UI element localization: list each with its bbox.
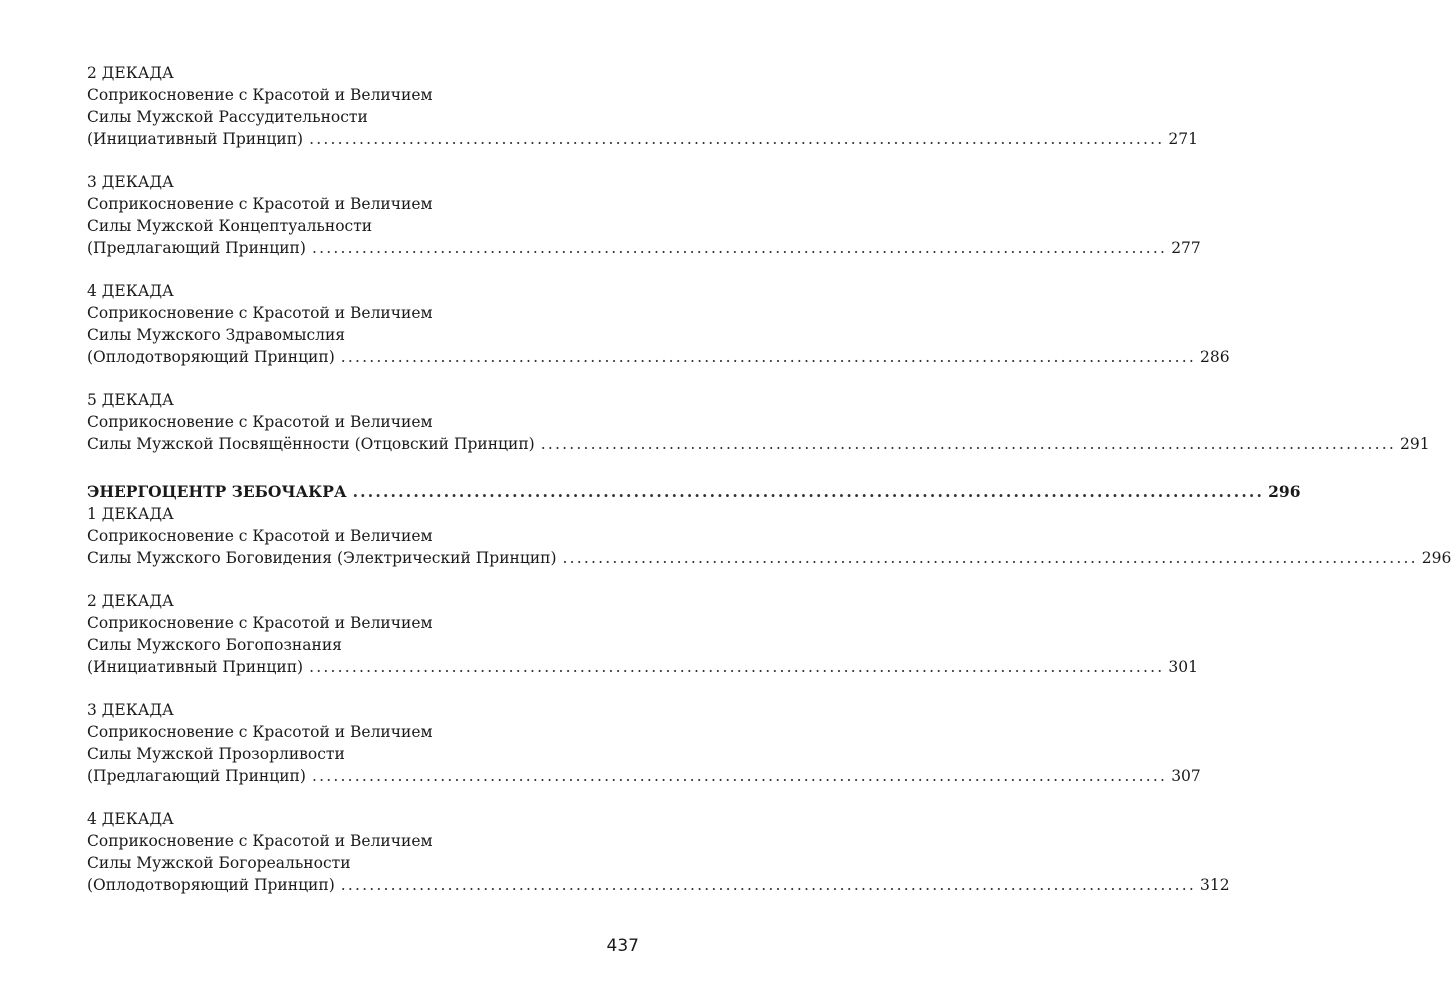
entry-leader-line[interactable]: [87, 128, 1198, 150]
entry-line: Соприкосновение с Красотой и Величием: [87, 86, 433, 104]
table-of-contents: [87, 62, 1451, 917]
decade-label: 4 ДЕКАДА: [87, 282, 174, 300]
entry-leader-line[interactable]: [87, 346, 1230, 368]
toc-entry: [87, 171, 1201, 259]
toc-entry: [87, 808, 1230, 896]
page-ref: 277: [1171, 239, 1201, 257]
entry-line: (Оплодотворяющий Принцип): [87, 348, 335, 366]
entry-leader-line[interactable]: [87, 765, 1201, 787]
entry-line: Силы Мужской Прозорливости: [87, 745, 345, 763]
page-ref: 271: [1168, 130, 1198, 148]
section-title: ЭНЕРГОЦЕНТР ЗЕБОЧАКРА: [87, 482, 347, 501]
entry-line: (Инициативный Принцип): [87, 130, 304, 148]
entry-leader-line[interactable]: [87, 874, 1230, 896]
entry-leader-line[interactable]: [87, 237, 1201, 259]
entry-line: (Предлагающий Принцип): [87, 239, 306, 257]
dot-leader: ........................................................................................................................: [309, 658, 1165, 676]
dot-leader: ........................................................................................................................: [340, 348, 1196, 366]
page-ref: 307: [1171, 767, 1201, 785]
page-ref: 291: [1399, 435, 1430, 453]
decade-label: 3 ДЕКАДА: [87, 701, 174, 719]
entry-line: Соприкосновение с Красотой и Величием: [87, 832, 433, 850]
entry-line: Силы Мужского Боговидения (Электрический Принцип): [87, 549, 557, 567]
dot-leader: ........................................................................................................................: [562, 549, 1418, 567]
entry-line: Силы Мужской Богореальности: [87, 854, 351, 872]
entry-line: Силы Мужской Рассудительности: [87, 108, 368, 126]
toc-entry: [87, 699, 1201, 787]
entry-line: Соприкосновение с Красотой и Величием: [87, 527, 433, 545]
toc-entry: [87, 503, 1451, 569]
toc-entry: [87, 62, 1198, 150]
dot-leader: ........................................................................................................................: [311, 239, 1168, 257]
entry-line: Соприкосновение с Красотой и Величием: [87, 195, 433, 213]
entry-line: Соприкосновение с Красотой и Величием: [87, 413, 433, 431]
entry-line: (Инициативный Принцип): [87, 658, 304, 676]
page-ref: 301: [1168, 658, 1198, 676]
page-ref: 296: [1421, 549, 1451, 567]
dot-leader: ........................................................................................................................: [352, 482, 1265, 501]
decade-label: 5 ДЕКАДА: [87, 391, 174, 409]
entry-line: Силы Мужской Концептуальности: [87, 217, 373, 235]
dot-leader: ........................................................................................................................: [311, 767, 1168, 785]
toc-entry: [87, 389, 1430, 455]
page-ref: 296: [1268, 482, 1301, 501]
entry-line: Силы Мужского Здравомыслия: [87, 326, 346, 344]
entry-line: Силы Мужского Богопознания: [87, 636, 342, 654]
page-ref: 312: [1200, 876, 1230, 894]
page-number: 437: [606, 936, 639, 956]
entry-line: Соприкосновение с Красотой и Величием: [87, 614, 433, 632]
entry-line: Силы Мужской Посвящённости (Отцовский Принцип): [87, 435, 535, 453]
toc-entry: [87, 590, 1198, 678]
entry-line: Соприкосновение с Красотой и Величием: [87, 304, 433, 322]
entry-line: (Предлагающий Принцип): [87, 767, 306, 785]
dot-leader: ........................................................................................................................: [309, 130, 1165, 148]
entry-leader-line[interactable]: [87, 656, 1198, 678]
entry-line: Соприкосновение с Красотой и Величием: [87, 723, 433, 741]
dot-leader: ........................................................................................................................: [540, 435, 1396, 453]
page-ref: 286: [1200, 348, 1230, 366]
entry-line: (Оплодотворяющий Принцип): [87, 876, 335, 894]
decade-label: 1 ДЕКАДА: [87, 505, 174, 523]
entry-leader-line[interactable]: [87, 433, 1430, 455]
dot-leader: ........................................................................................................................: [340, 876, 1196, 894]
decade-label: 3 ДЕКАДА: [87, 173, 174, 191]
entry-leader-line[interactable]: [87, 547, 1451, 569]
toc-entry: [87, 280, 1230, 368]
section-heading[interactable]: [87, 481, 1301, 503]
decade-label: 2 ДЕКАДА: [87, 64, 174, 82]
decade-label: 2 ДЕКАДА: [87, 592, 174, 610]
decade-label: 4 ДЕКАДА: [87, 810, 174, 828]
